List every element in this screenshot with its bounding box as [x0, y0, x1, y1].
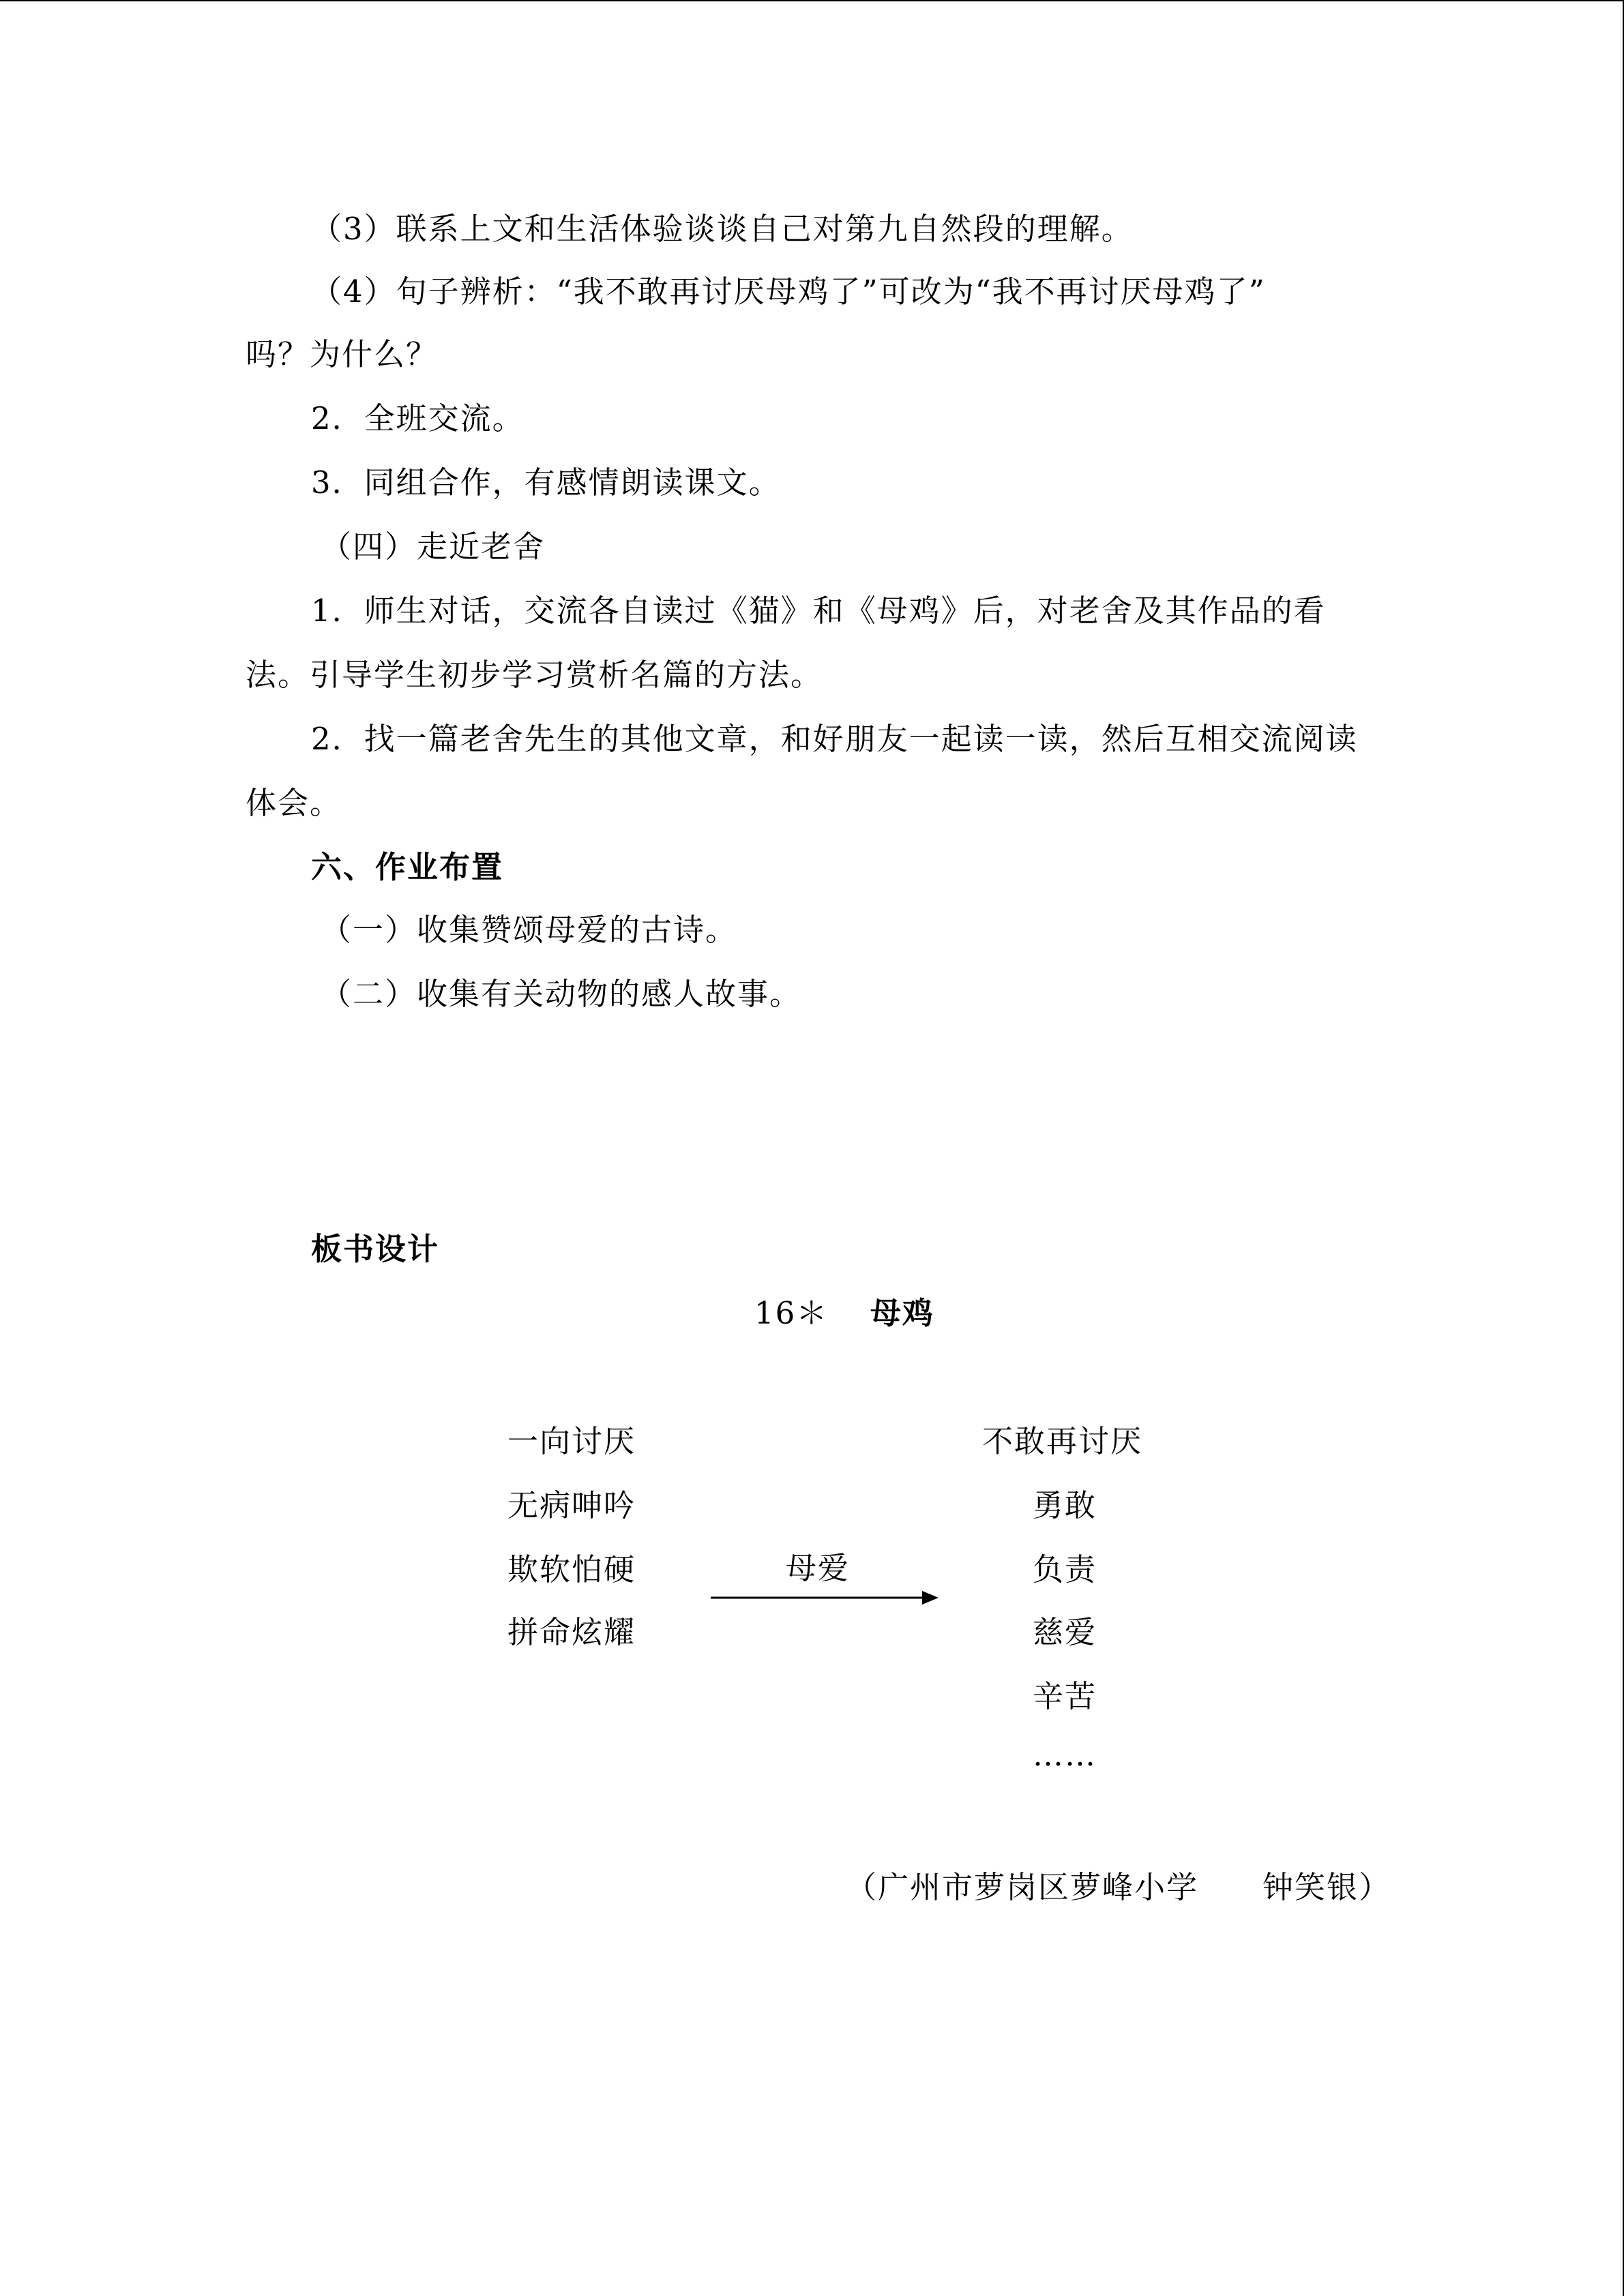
lesson-paragraph-3: 2．全班交流。 — [311, 400, 525, 436]
lesson-paragraph-1: （3）联系上文和生活体验谈谈自己对第九自然段的理解。 — [311, 211, 1134, 247]
board-left-word-1: 一向讨厌 — [507, 1423, 636, 1459]
author-attribution: （广州市萝岗区萝峰小学 钟笑银） — [846, 1869, 1391, 1905]
lesson-paragraph-2-line-2: 吗？为什么？ — [246, 336, 439, 372]
board-right-word-2: 勇敢 — [1033, 1487, 1097, 1523]
board-arrow-label: 母爱 — [786, 1550, 851, 1586]
lesson-paragraph-5: （四）走近老舍 — [321, 528, 546, 565]
lesson-paragraph-7-line-1: 2．找一篇老舍先生的其他文章，和好朋友一起读一读，然后互相交流阅读 — [311, 721, 1358, 757]
lesson-paragraph-2-line-1: （4）句子辨析：“我不敢再讨厌母鸡了”可改为“我不再讨厌母鸡了” — [311, 273, 1266, 310]
board-right-word-4: 慈爱 — [1033, 1614, 1097, 1650]
lesson-paragraph-4: 3．同组合作，有感情朗读课文。 — [311, 464, 781, 501]
board-title-number: 16＊ — [754, 1295, 829, 1331]
board-right-word-1: 不敢再讨厌 — [982, 1423, 1143, 1459]
page-top-border — [0, 0, 1624, 1]
homework-item-2: （二）收集有关动物的感人故事。 — [321, 976, 802, 1012]
board-heading: 板书设计 — [311, 1231, 440, 1267]
homework-heading: 六、作业布置 — [311, 849, 504, 885]
board-right-word-6: …… — [1033, 1737, 1097, 1773]
board-right-word-5: 辛苦 — [1033, 1678, 1097, 1714]
board-left-word-2: 无病呻吟 — [507, 1487, 636, 1523]
right-arrow-icon — [711, 1587, 939, 1608]
board-title-text: 母鸡 — [870, 1295, 935, 1331]
board-left-word-4: 拼命炫耀 — [507, 1614, 636, 1650]
board-right-word-3: 负责 — [1033, 1551, 1097, 1587]
homework-item-1: （一）收集赞颂母爱的古诗。 — [321, 912, 738, 948]
board-left-word-3: 欺软怕硬 — [507, 1551, 636, 1587]
lesson-paragraph-7-line-2: 体会。 — [246, 785, 342, 821]
lesson-paragraph-6-line-2: 法。引导学生初步学习赏析名篇的方法。 — [246, 657, 823, 693]
lesson-paragraph-6-line-1: 1．师生对话，交流各自读过《猫》和《母鸡》后，对老舍及其作品的看 — [311, 593, 1326, 629]
